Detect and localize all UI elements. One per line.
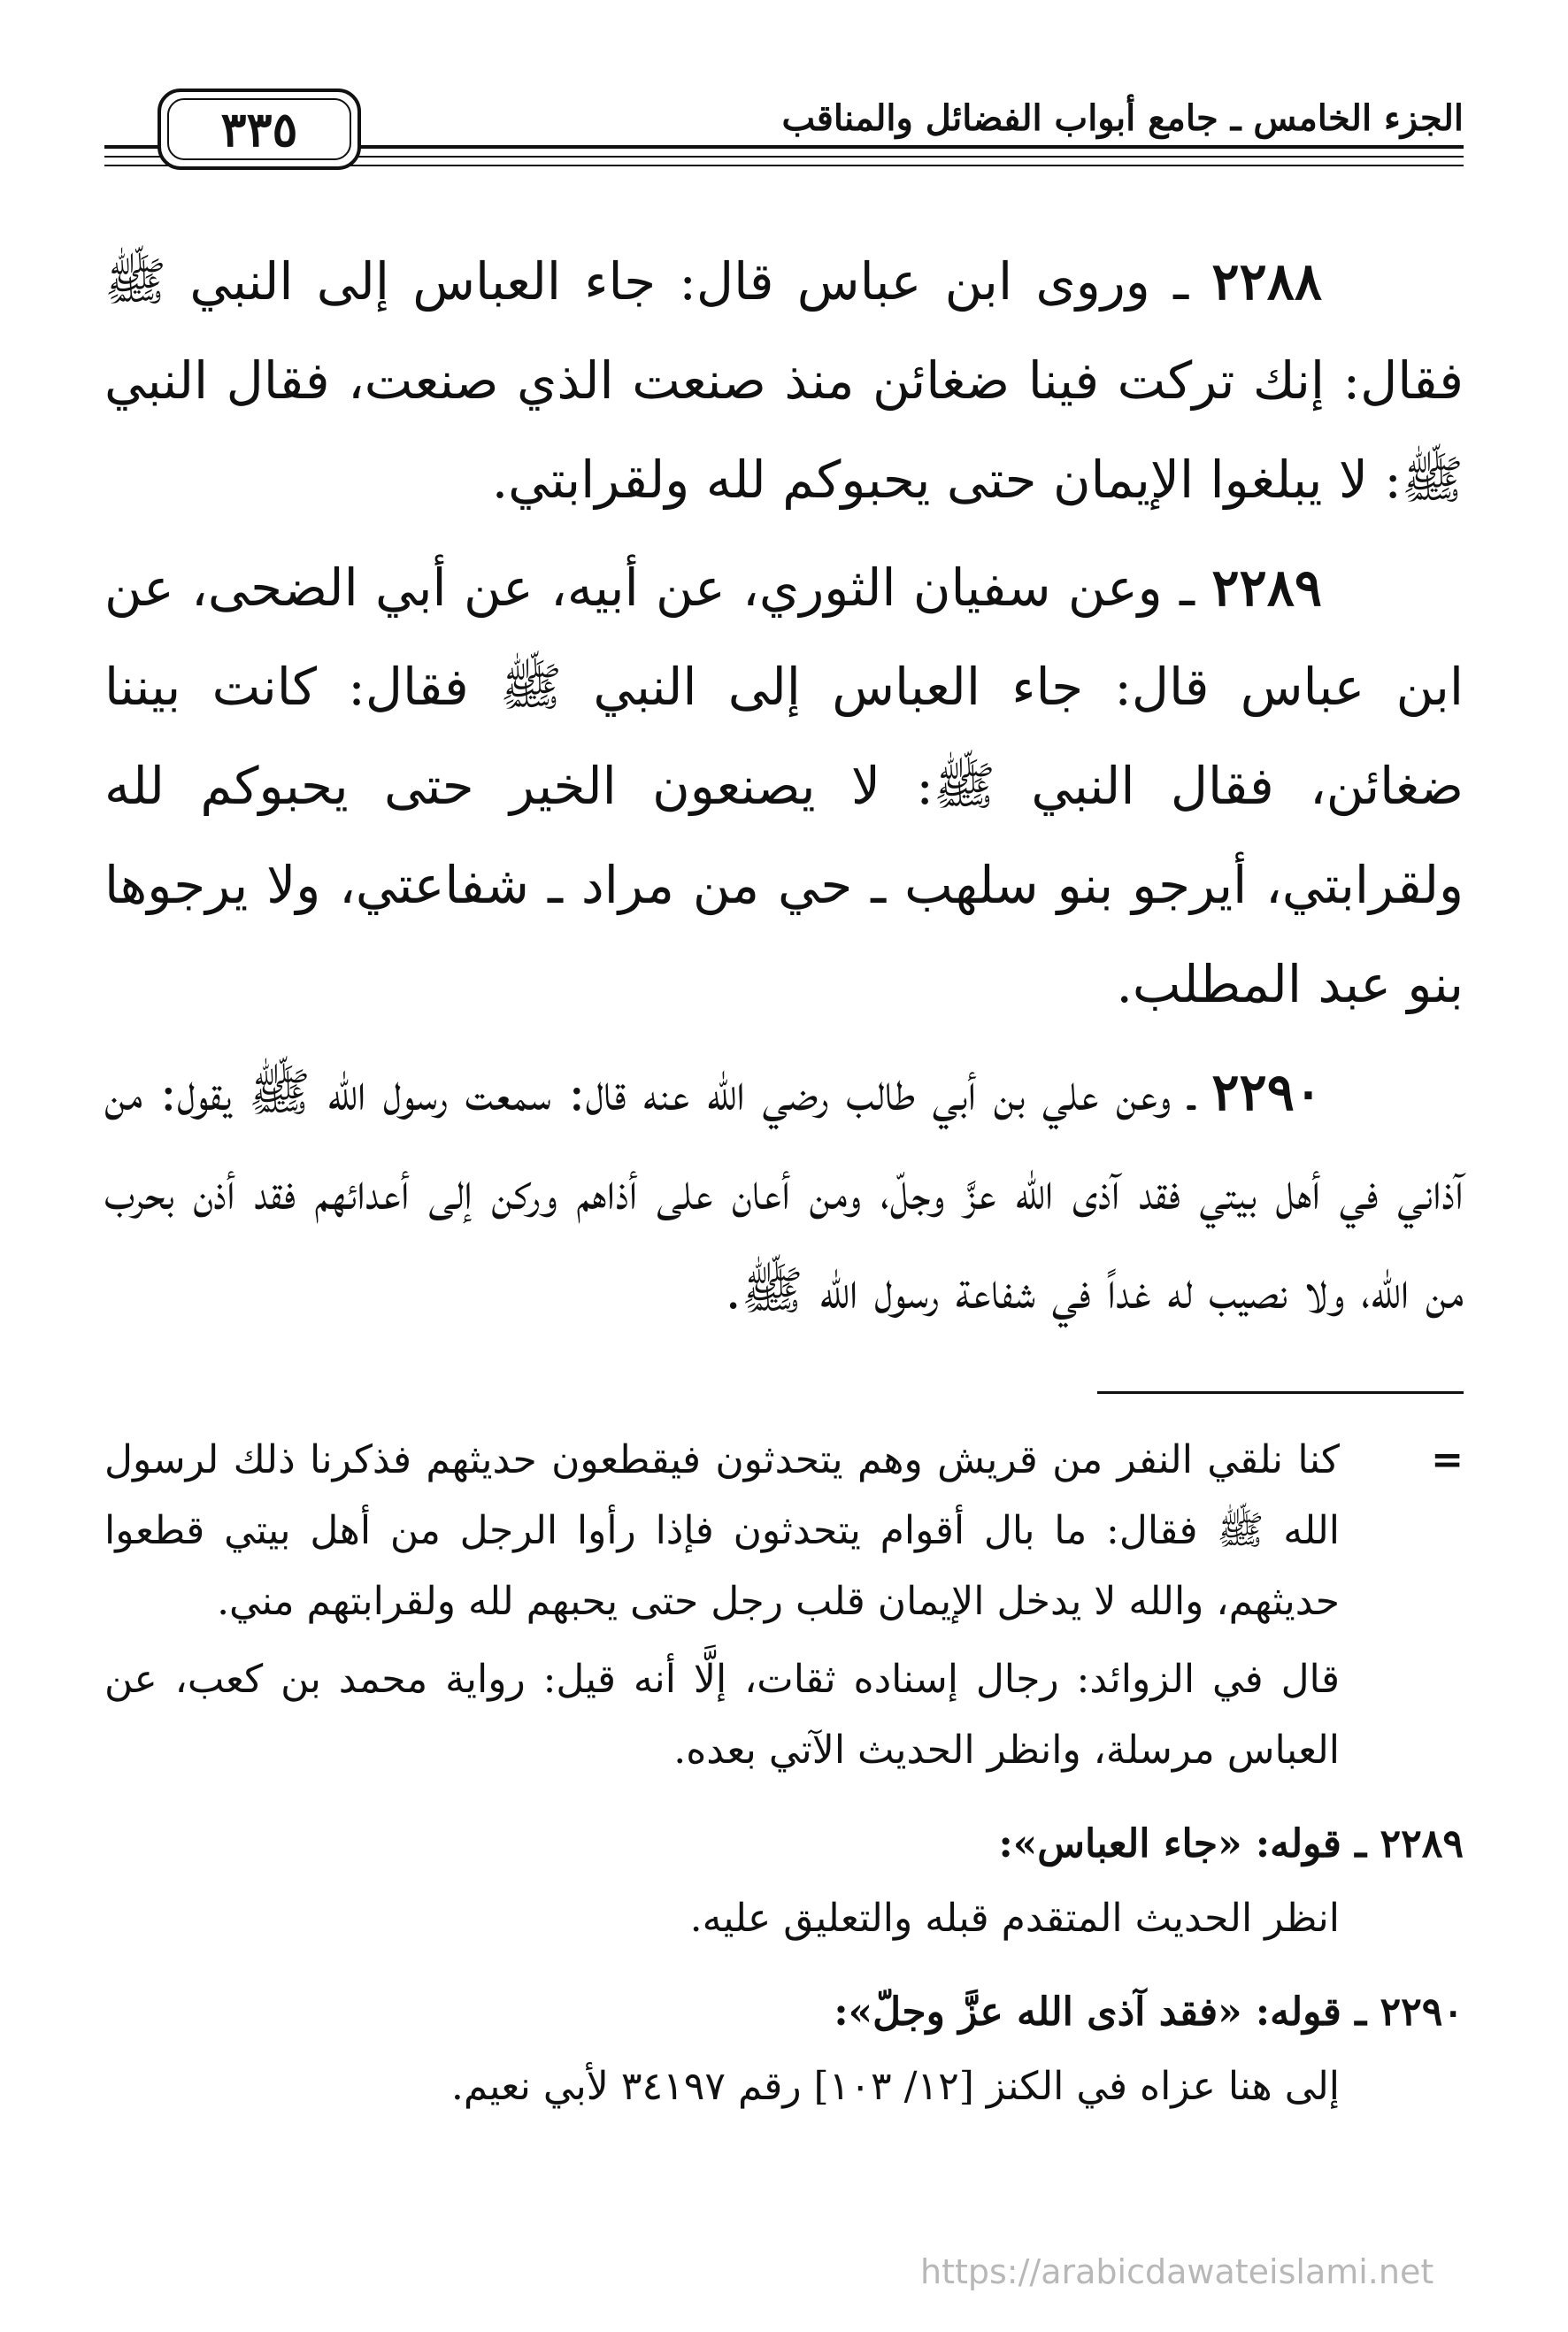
footnote-label: ـ قوله: «فقد آذى الله عزَّ وجلّ»: [834, 1990, 1380, 2035]
running-title: الجزء الخامس ـ جامع أبواب الفضائل والمناقب [781, 97, 1464, 139]
watermark-url: https://arabicdawateislami.net [920, 2252, 1434, 2291]
page-number-frame [158, 89, 361, 170]
footnote-body: انظر الحديث المتقدم قبله والتعليق عليه. [689, 1896, 1340, 1941]
footnote-label: ـ قوله: «جاء العباس»: [998, 1821, 1380, 1866]
main-text [104, 232, 1464, 1349]
hadith-number: ٢٢٨٩ [1211, 558, 1322, 618]
footnote-heading [104, 1809, 1464, 1880]
hadith-number: ٢٢٨٨ [1211, 251, 1322, 312]
footnote-continuation-mark: = [1431, 1437, 1464, 1482]
hadith-text: ـ وروى ابن عباس قال: جاء العباس إلى النبي ﷺ فقال: إنك تركت فينا ضغائن منذ صنعت الذي صنعت، فقال النبي ﷺ: لا يبلغوا الإيمان حتى يحبوكم لله ولقرابتي. [104, 251, 1464, 510]
page-number: ٣٣٥ [220, 101, 298, 158]
footnote-paragraph: كنا نلقي النفر من قريش وهم يتحدثون فيقطعون حديثهم فذكرنا ذلك لرسول الله ﷺ فقال: ما بال أقوام يتحدثون فإذا رأوا الرجل من أهل بيتي قطعوا حديثهم، والله لا يدخل الإيمان قلب رجل حتى يحبهم لله ولقرابتهم مني. [104, 1437, 1340, 1624]
footnote-number: ٢٢٩٠ [1380, 1990, 1464, 2035]
hadith-text: ـ وعن علي بن أبي طالب رضي الله عنه قال: سمعت رسول الله ﷺ يقول: من آذاني في أهل بيتي فقد آذى الله عزَّ وجلّ، ومن أعان على أذاهم وركن إلى أعدائهم فقد أذن بحرب من الله، ولا نصيب له غداً في شفاعة رسول الله ﷺ. [104, 1062, 1464, 1320]
hadith-paragraph [104, 232, 1464, 529]
hadith-paragraph [104, 538, 1464, 1034]
footnote-heading [104, 1977, 1464, 2048]
hadith-text: ـ وعن سفيان الثوري، عن أبيه، عن أبي الضحى، عن ابن عباس قال: جاء العباس إلى النبي ﷺ فقال: كانت بيننا ضغائن، فقال النبي ﷺ: لا يصنعون الخير حتى يحبوكم لله ولقرابتي، أيرجو بنو سلهب ـ حي من مراد ـ شفاعتي، ولا يرجوها بنو عبد المطلب. [104, 558, 1464, 1014]
footnote-continued [104, 1425, 1340, 1786]
footnote-divider [1097, 1391, 1464, 1394]
page-header [104, 81, 1464, 170]
footnotes [104, 1425, 1464, 2122]
hadith-paragraph [104, 1043, 1464, 1340]
footnote-body: إلى هنا عزاه في الكنز [١٢/ ١٠٣] رقم ٣٤١٩٧ لأبي نعيم. [450, 2064, 1340, 2109]
footnote-number: ٢٢٨٩ [1380, 1821, 1464, 1866]
hadith-number: ٢٢٩٠ [1211, 1062, 1322, 1122]
footnote-paragraph: قال في الزوائد: رجال إسناده ثقات، إلَّا أنه قيل: رواية محمد بن كعب، عن العباس مرسلة، وانظر الحديث الآتي بعده. [104, 1657, 1340, 1773]
